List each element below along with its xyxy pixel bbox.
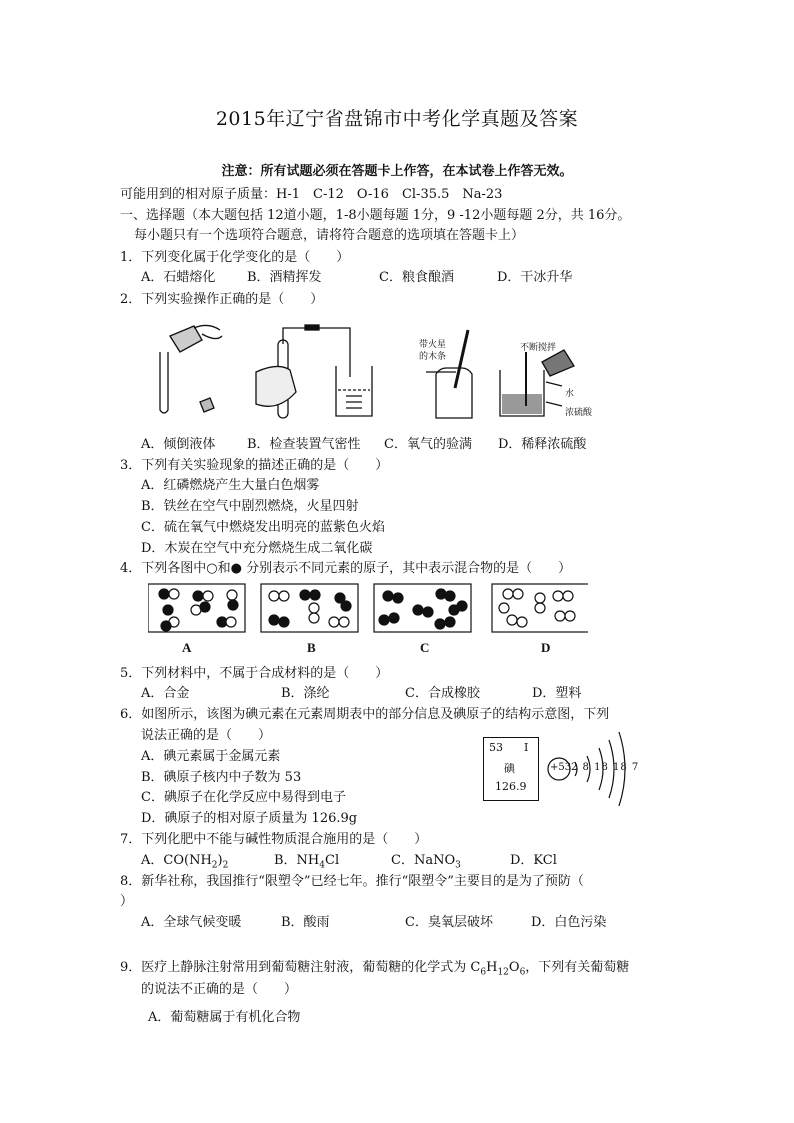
q6-option-d: D．碘原子的相对原子质量为 126.9g (141, 811, 358, 826)
q1-option-a: A．石蜡熔化 (141, 270, 216, 285)
q4-label-b: B (307, 640, 316, 655)
atom-shells: 2 8 18 18 7 (571, 762, 640, 773)
q6-option-c: C．碘原子在化学反应中易得到电子 (141, 790, 346, 805)
fig-a-pouring (160, 325, 222, 413)
q5-option-c: C．合成橡胶 (405, 686, 480, 701)
q4-label-a: A (182, 640, 192, 655)
q4-particle-boxes (148, 582, 588, 634)
q5-stem: 5．下列材料中，不属于合成材料的是（ ） (120, 666, 389, 681)
section-heading-2: 每小题只有一个选项符合题意，请将符合题意的选项填在答题卡上） (134, 228, 525, 243)
q6-stem-2: 说法正确的是（ ） (141, 728, 272, 743)
notice: 注意：所有试题必须在答题卡上作答，在本试卷上作答无效。 (221, 164, 573, 179)
q9-stem-2: 的说法不正确的是（ ） (141, 982, 298, 997)
fig-c-label-2: 的木条 (419, 352, 447, 362)
q8-option-d: D．白色污染 (531, 915, 607, 930)
q1-option-c: C．粮食酿酒 (379, 270, 454, 285)
q7-stem: 7．下列化肥中不能与碱性物质混合施用的是（ ） (120, 832, 428, 847)
section-heading: 一、选择题（本大题包括 12道小题，1-8小题每题 1分，9 -12小题每题 2分，共 16分。 (120, 208, 631, 223)
q6-option-b: B．碘原子核内中子数为 53 (141, 770, 302, 785)
q3-option-c: C．硫在氧气中燃烧发出明亮的蓝紫色火焰 (141, 520, 385, 535)
q4-label-c: C (420, 640, 430, 655)
q4-stem: 4．下列各图中○和● 分别表示不同元素的原子，其中表示混合物的是（ ） (120, 561, 572, 576)
q8-option-a: A．全球气候变暖 (141, 915, 242, 930)
q9-stem-1: 9．医疗上静脉注射常用到葡萄糖注射液，葡萄糖的化学式为 $C_6H_{12}O_6$，下列有关葡萄糖 (120, 960, 630, 978)
q1-option-b: B．酒精挥发 (247, 270, 322, 285)
q1-stem: 1．下列变化属于化学变化的是（ ） (120, 250, 350, 265)
q8-stem-1: 8．新华社称，我国推行“限塑令”已经七年。推行“限塑令”主要目的是为了预防（ (120, 874, 584, 889)
q7-option-a: A．$CO(NH_2)_2$ (141, 853, 229, 871)
q6-stem-1: 6．如图所示，该图为碘元素在元素周期表中的部分信息及碘原子的结构示意图，下列 (120, 707, 610, 722)
element-group: I (524, 741, 529, 754)
q2-stem: 2．下列实验操作正确的是（ ） (120, 292, 324, 307)
fig-d-stir-label: 不断搅拌 (520, 343, 557, 353)
q6-option-a: A．碘元素属于金属元素 (141, 749, 281, 764)
iodine-element-card (483, 737, 539, 801)
fig-b-airtight (256, 325, 372, 418)
q1-option-d: D．干冰升华 (497, 270, 573, 285)
fig-d-water-label: 水 (565, 389, 575, 399)
q2-option-b: B．检查装置气密性 (247, 437, 361, 452)
q7-option-c: C．NaNO$_3$ (391, 853, 461, 871)
page-title: 2015年辽宁省盘锦市中考化学真题及答案 (215, 108, 579, 130)
q2-option-d: D．稀释浓硫酸 (498, 437, 587, 452)
q5-option-b: B．涤纶 (281, 686, 330, 701)
fig-c-label-1: 带火星 (419, 340, 447, 350)
fig-d-dilute (500, 350, 574, 416)
q2-option-c: C．氧气的验满 (384, 437, 472, 452)
q5-option-a: A．合金 (141, 686, 190, 701)
q7-option-b: B．$NH_4Cl$ (274, 853, 340, 871)
q7-option-d: D．KCl (510, 853, 557, 868)
element-mass: 126.9 (495, 780, 527, 793)
q3-option-b: B．铁丝在空气中剧烈燃烧，火星四射 (141, 499, 359, 514)
q2-figures (150, 322, 610, 422)
q8-stem-2: ） (120, 894, 134, 909)
q4-label-d: D (541, 640, 551, 655)
q9-option-a: A．葡萄糖属于有机化合物 (148, 1010, 301, 1025)
element-number: 53 (489, 741, 503, 754)
q2-option-a: A．倾倒液体 (141, 437, 216, 452)
q8-option-b: B．酸雨 (281, 915, 330, 930)
fig-d-acid-label: 浓硫酸 (565, 408, 593, 418)
q3-option-a: A．红磷燃烧产生大量白色烟雾 (141, 478, 320, 493)
q3-option-d: D．木炭在空气中充分燃烧生成二氧化碳 (141, 541, 373, 556)
q3-stem: 3．下列有关实验现象的描述正确的是（ ） (120, 458, 389, 473)
element-name: 碘 (504, 762, 515, 775)
atom-nucleus: +53 (550, 762, 572, 773)
atomic-masses: 可能用到的相对原子质量：H-1 C-12 O-16 Cl-35.5 Na-23 (120, 187, 503, 202)
q8-option-c: C．臭氧层破坏 (405, 915, 493, 930)
q5-option-d: D．塑料 (532, 686, 582, 701)
